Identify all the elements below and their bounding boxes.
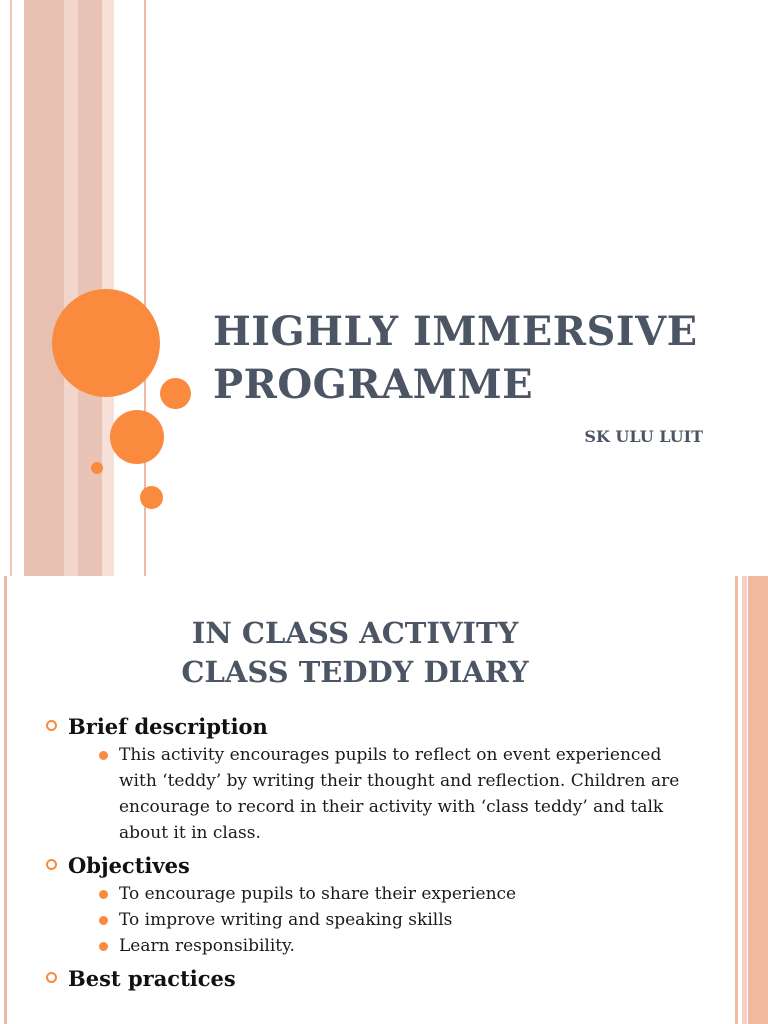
content-slide — [0, 576, 768, 1024]
decor-stripe — [102, 0, 114, 576]
list-item — [97, 881, 696, 907]
decor-circle-small — [140, 486, 163, 509]
ring-bullet-icon — [46, 720, 57, 731]
decor-stripe — [24, 0, 64, 576]
bullet-list — [68, 881, 696, 959]
dot-bullet-icon — [99, 942, 108, 951]
dot-bullet-icon — [99, 916, 108, 925]
list-item — [97, 933, 696, 959]
list-item-text: Learn responsibility. — [119, 936, 295, 956]
slide-title — [60, 614, 650, 692]
decor-circle-medium — [110, 410, 164, 464]
section-title: Best practices — [68, 966, 236, 991]
slide-title-line: PROGRAMME — [213, 361, 534, 408]
list-item-text: To improve writing and speaking skills — [119, 910, 453, 930]
bullet-list — [68, 742, 696, 846]
slide-body — [46, 712, 696, 999]
list-item — [97, 742, 696, 846]
ring-bullet-icon — [46, 859, 57, 870]
list-item-text: This activity encourages pupils to reflect on event experienced with ‘teddy’ by writing their thought and reflection. Children are encourage to record in their activity with ‘class teddy’ and talk about it in class. — [119, 745, 680, 843]
section-objectives — [46, 851, 696, 959]
list-item-text: To encourage pupils to share their experience — [119, 884, 517, 904]
decor-circle-tiny — [91, 462, 103, 474]
ring-bullet-icon — [46, 972, 57, 983]
decor-stripe — [64, 0, 78, 576]
section-title: Objectives — [68, 853, 190, 878]
slide-title — [213, 305, 753, 411]
slide-title-line: IN CLASS ACTIVITY — [191, 616, 519, 650]
dot-bullet-icon — [99, 751, 108, 760]
section-best-practices — [46, 964, 696, 994]
list-item — [97, 907, 696, 933]
decor-circle-large — [52, 289, 160, 397]
decor-stripe — [748, 576, 768, 1024]
section-title: Brief description — [68, 714, 268, 739]
decor-stripe — [10, 0, 12, 576]
decor-circle-small — [160, 378, 191, 409]
decor-stripe — [4, 576, 7, 1024]
slide-subtitle: SK ULU LUIT — [584, 427, 703, 446]
section-brief-description — [46, 712, 696, 846]
slide-title-line: CLASS TEDDY DIARY — [181, 655, 529, 689]
slide-title-line: HIGHLY IMMERSIVE — [213, 308, 698, 355]
decor-stripe — [78, 0, 102, 576]
decor-stripe — [735, 576, 738, 1024]
dot-bullet-icon — [99, 890, 108, 899]
decor-stripe — [742, 576, 747, 1024]
